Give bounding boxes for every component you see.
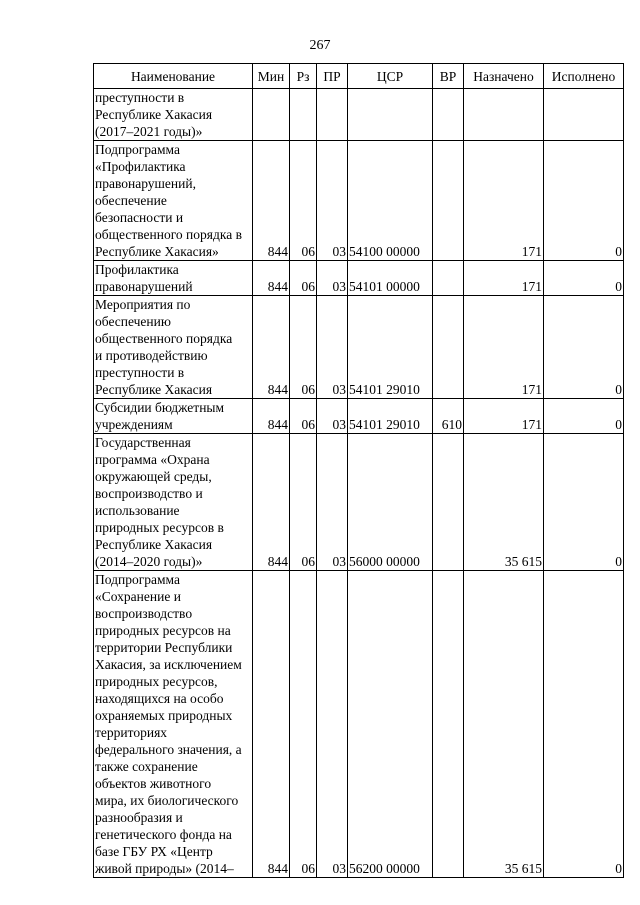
row-vr xyxy=(433,141,464,261)
row-min: 844 xyxy=(253,434,290,571)
row-executed: 0 xyxy=(544,296,624,399)
row-assigned: 35 615 xyxy=(464,571,544,878)
header-executed: Исполнено xyxy=(544,64,624,89)
row-rz: 06 xyxy=(290,261,317,296)
row-assigned: 171 xyxy=(464,399,544,434)
header-csr: ЦСР xyxy=(348,64,433,89)
row-vr: 610 xyxy=(433,399,464,434)
row-pr: 03 xyxy=(317,141,348,261)
row-csr: 54101 29010 xyxy=(348,399,433,434)
row-name: Подпрограмма «Профилактика правонарушений, обеспечение безопасности и общественного порядка в Республике Хакасия» xyxy=(94,141,253,261)
row-name: Подпрограмма «Сохранение и воспроизводство природных ресурсов на территории Республики Хакасия, за исключением природных ресурсов, находящихся на особо охраняемых природных территориях федерального значения, а также сохранение объектов животного мира, их биологического разнообразия и генетического фонда на базе ГБУ РХ «Центр живой природы» (2014– xyxy=(94,571,253,878)
row-csr: 54100 00000 xyxy=(348,141,433,261)
row-min: 844 xyxy=(253,399,290,434)
row-assigned: 35 615 xyxy=(464,434,544,571)
row-name: Профилактика правонарушений xyxy=(94,261,253,296)
row-rz: 06 xyxy=(290,141,317,261)
row-executed: 0 xyxy=(544,141,624,261)
budget-table xyxy=(93,63,624,878)
row-pr: 03 xyxy=(317,434,348,571)
table-row xyxy=(94,141,624,261)
header-assigned: Назначено xyxy=(464,64,544,89)
table-row xyxy=(94,571,624,878)
row-assigned xyxy=(464,89,544,141)
row-executed: 0 xyxy=(544,399,624,434)
row-pr: 03 xyxy=(317,399,348,434)
row-rz: 06 xyxy=(290,434,317,571)
row-vr xyxy=(433,296,464,399)
row-pr: 03 xyxy=(317,296,348,399)
row-min xyxy=(253,89,290,141)
row-rz: 06 xyxy=(290,571,317,878)
row-min: 844 xyxy=(253,571,290,878)
row-vr xyxy=(433,571,464,878)
header-rz: Рз xyxy=(290,64,317,89)
header-name: Наименование xyxy=(94,64,253,89)
row-csr: 54101 00000 xyxy=(348,261,433,296)
row-vr xyxy=(433,261,464,296)
header-pr: ПР xyxy=(317,64,348,89)
row-executed xyxy=(544,89,624,141)
table-row xyxy=(94,261,624,296)
row-pr xyxy=(317,89,348,141)
header-vr: ВР xyxy=(433,64,464,89)
row-rz xyxy=(290,89,317,141)
row-vr xyxy=(433,434,464,571)
row-name: Государственная программа «Охрана окружающей среды, воспроизводство и использование природных ресурсов в Республике Хакасия (2014–2020 годы)» xyxy=(94,434,253,571)
header-row xyxy=(94,64,624,89)
row-rz: 06 xyxy=(290,399,317,434)
row-rz: 06 xyxy=(290,296,317,399)
row-csr: 54101 29010 xyxy=(348,296,433,399)
row-name: Мероприятия по обеспечению общественного порядка и противодействию преступности в Республике Хакасия xyxy=(94,296,253,399)
table-row xyxy=(94,89,624,141)
row-executed: 0 xyxy=(544,261,624,296)
row-min: 844 xyxy=(253,296,290,399)
table-row xyxy=(94,399,624,434)
table-row xyxy=(94,296,624,399)
row-min: 844 xyxy=(253,261,290,296)
row-csr xyxy=(348,89,433,141)
row-name: Субсидии бюджетным учреждениям xyxy=(94,399,253,434)
row-vr xyxy=(433,89,464,141)
page-number: 267 xyxy=(309,38,331,53)
row-assigned: 171 xyxy=(464,141,544,261)
row-executed: 0 xyxy=(544,434,624,571)
row-pr: 03 xyxy=(317,571,348,878)
row-csr: 56200 00000 xyxy=(348,571,433,878)
row-min: 844 xyxy=(253,141,290,261)
row-csr: 56000 00000 xyxy=(348,434,433,571)
row-name: преступности в Республике Хакасия (2017–2021 годы)» xyxy=(94,89,253,141)
row-executed: 0 xyxy=(544,571,624,878)
row-assigned: 171 xyxy=(464,261,544,296)
header-min: Мин xyxy=(253,64,290,89)
table-row xyxy=(94,434,624,571)
row-assigned: 171 xyxy=(464,296,544,399)
row-pr: 03 xyxy=(317,261,348,296)
